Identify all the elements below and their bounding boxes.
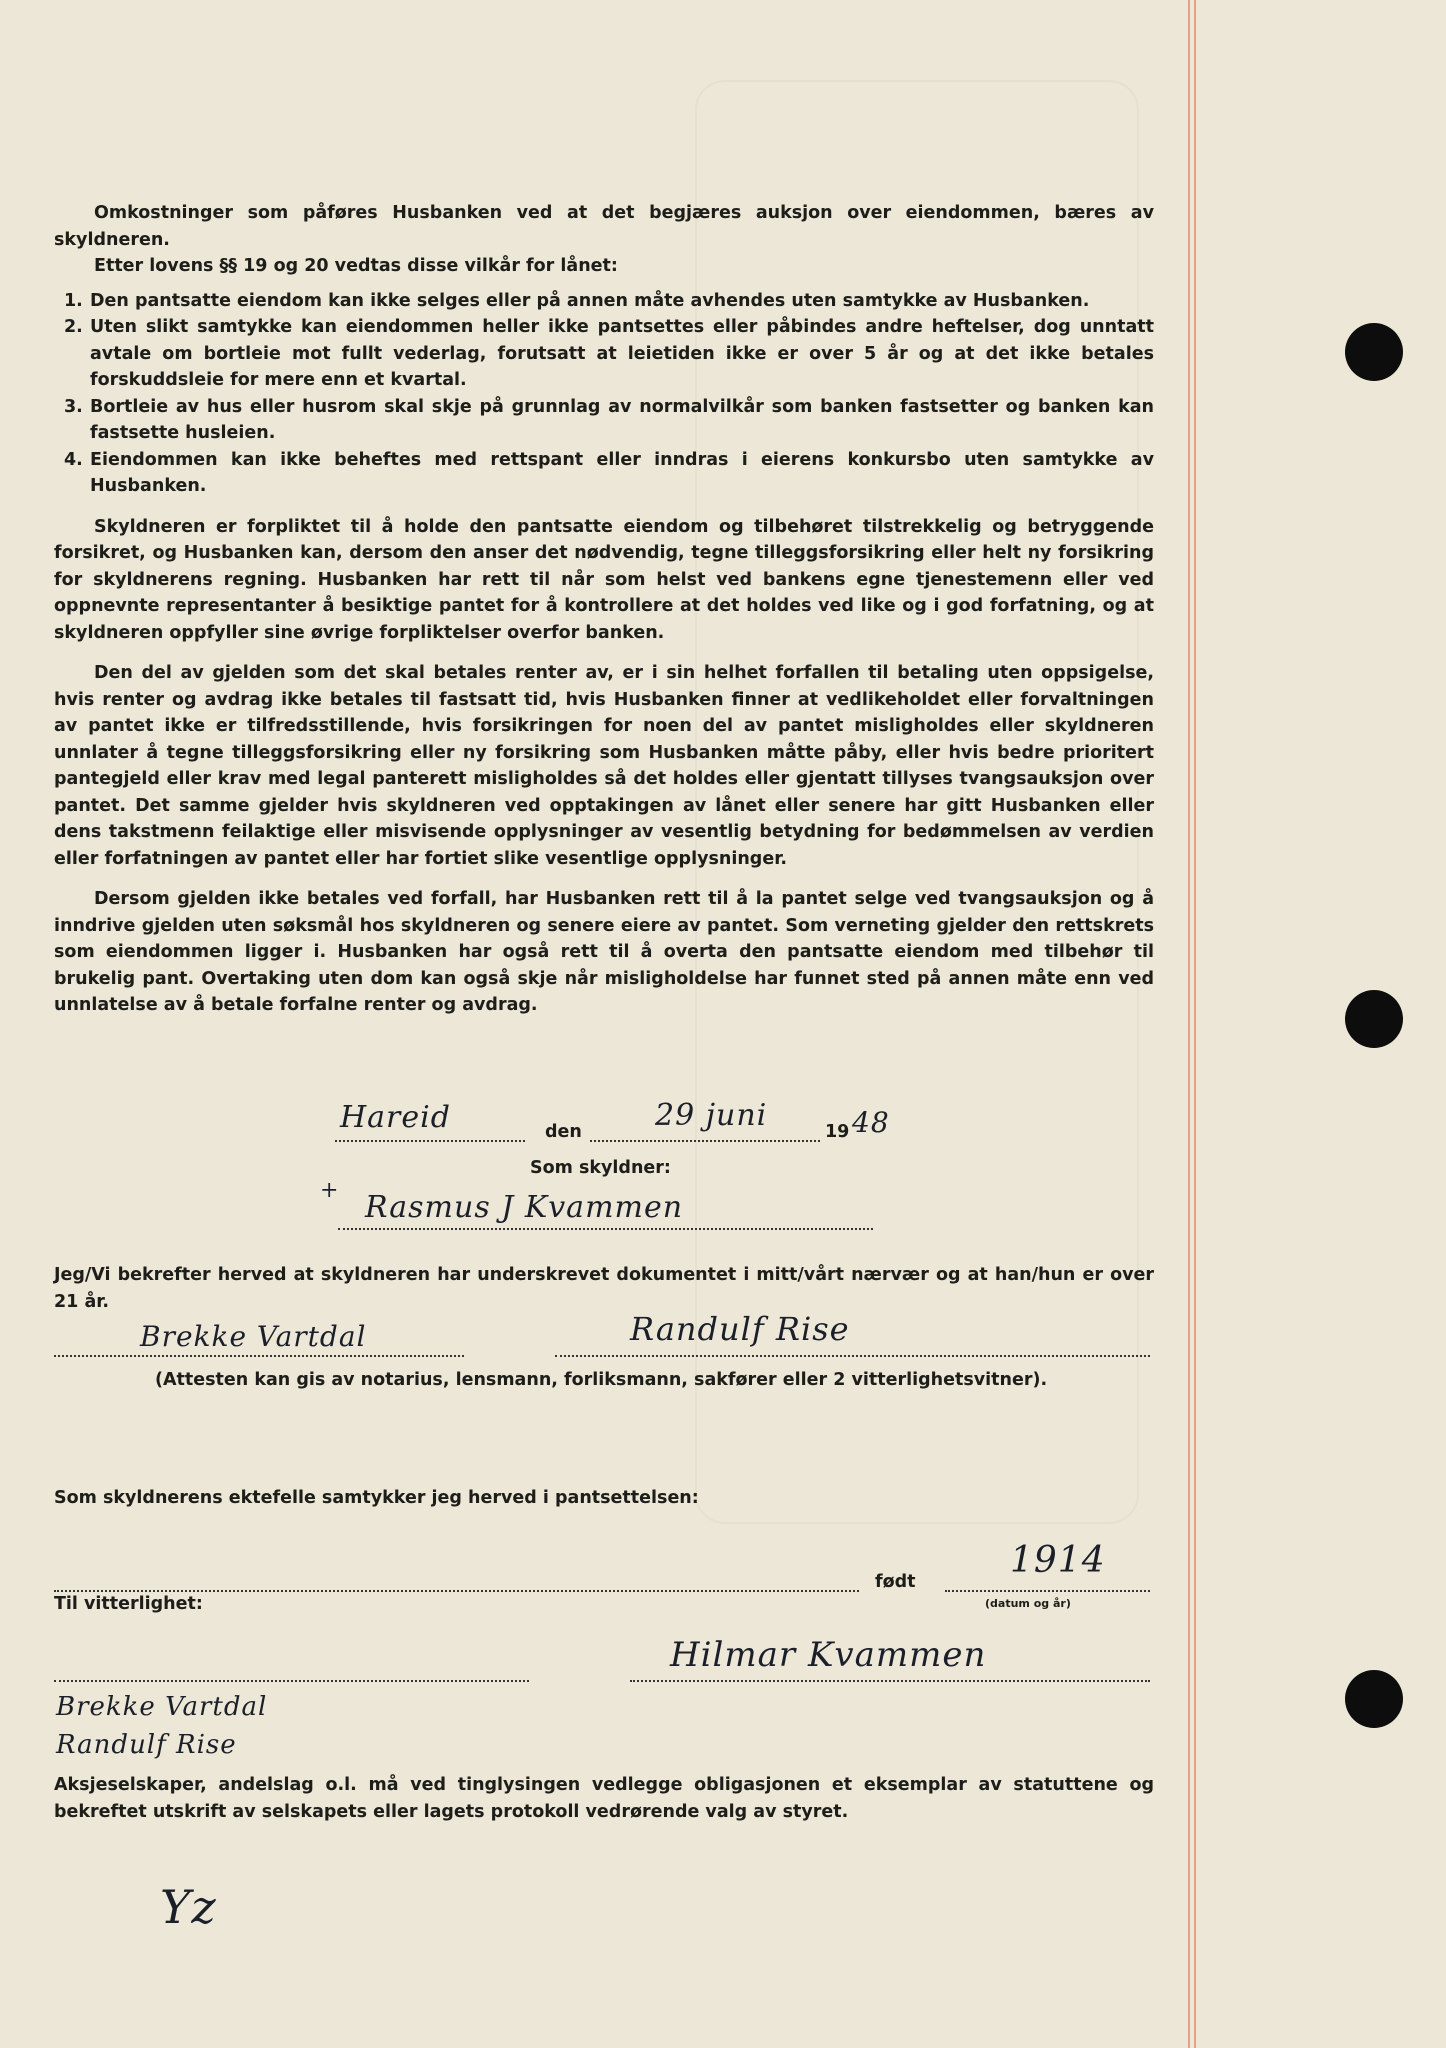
debtor-signature: Rasmus J Kvammen [365,1190,684,1225]
debtor-signature-line [338,1228,873,1230]
spouse-signature: Hilmar Kvammen [670,1635,987,1675]
attest-note: (Attesten kan gis av notarius, lensmann, forliksmann, sakfører eller 2 vitterlighetsvitner). [155,1370,1048,1390]
plus-mark: + [320,1178,340,1203]
conditions-intro: Etter lovens §§ 19 og 20 vedtas disse vilkår for lånet: [94,256,618,276]
binder-hole [1345,1670,1403,1728]
conditions-list [54,288,1154,500]
list-item: 3. Bortleie av hus eller husrom skal skje på grunnlag av normalvilkår som banken fastsetter og banken kan fastsette husleien. [64,396,1154,443]
witness-b1-signature: Brekke Vartdal [56,1692,268,1722]
spouse-signature-line [630,1680,1150,1682]
enforcement-paragraph: Dersom gjelden ikke betales ved forfall, har Husbanken rett til å la pantet selge ved tvangsauksjon og å inndrive gjelden uten søksmål hos skyldneren og senere eiere av pantet. Som verneting gjelder den rettskrets som eiendommen ligger i. Husbanken har også rett til å overta den pantsatte eiendom med tilbehør til brukelig pant. Overtaking uten dom kan også skje når misligholdelse har funnet sted på annen måte enn ved unnlatelse av å betale forfalne renter og avdrag. [54,889,1154,1015]
year-prefix: 19 [825,1122,850,1142]
margin-rule [1188,0,1190,2048]
witness1-signature: Brekke Vartdal [140,1320,367,1353]
list-item: 4. Eiendommen kan ikke beheftes med rettspant eller inndras i eierens konkursbo uten samtykke av Husbanken. [64,449,1154,496]
year-handwriting: 48 [852,1106,890,1139]
born-label: født [875,1572,916,1592]
witness-b2-signature: Randulf Rise [56,1730,237,1760]
place-handwriting: Hareid [340,1100,451,1135]
witness2-signature: Randulf Rise [630,1310,850,1348]
list-item: 1. Den pantsatte eiendom kan ikke selges eller på annen måte avhendes uten samtykke av Husbanken. [64,290,1090,311]
binder-hole [1345,990,1403,1048]
terms-text [54,200,1154,1019]
binder-hole [1345,323,1403,381]
witness-label: Til vitterlighet: [54,1594,203,1614]
default-paragraph: Den del av gjelden som det skal betales renter av, er i sin helhet forfallen til betaling uten oppsigelse, hvis renter og avdrag ikke betales til fastsatt tid, hvis Husbanken finner at vedlikeholdet eller forvaltningen av pantet ikke er tilfredsstillende, hvis forsikringen for noen del av pantet misligholdes eller skyldneren unnlater å tegne tilleggsforsikring eller ny forsikring som Husbanken måtte påby, eller hvis bedre prioritert pantegjeld eller krav med legal panterett misligholdes så det holdes eller gjentatt tillyses tvangsauksjon over pantet. Det samme gjelder hvis skyldneren ved opptakingen av lånet eller senere har gitt Husbanken eller dens takstmenn feilaktige eller misvisende opplysninger av vesentlig betydning for bedømmelsen av verdien eller forfatningen av pantet eller har fortiet slike vesentlige opplysninger. [54,663,1154,869]
birth-year-handwriting: 1914 [1010,1540,1106,1581]
datum-caption: (datum og år) [985,1597,1071,1610]
witness-line-b [54,1680,529,1682]
confirmation-text: Jeg/Vi bekrefter herved at skyldneren har underskrevet dokumentet i mitt/vårt nærvær og at han/hun er over 21 år. [54,1265,1154,1312]
witness-line-2 [555,1355,1150,1357]
spouse-consent-text: Som skyldnerens ektefelle samtykker jeg herved i pantsettelsen: [54,1488,699,1508]
birth-year-line [945,1590,1150,1592]
date-line [590,1140,820,1142]
costs-paragraph: Omkostninger som påføres Husbanken ved at det begjæres auksjon over eiendommen, bæres av skyldneren. [54,203,1154,250]
footer-note: Aksjeselskaper, andelslag o.l. må ved tinglysingen vedlegge obligasjonen et eksemplar av statuttene og bekreftet utskrift av selskapets eller lagets protokoll vedrørende valg av styret. [54,1775,1154,1822]
insurance-paragraph: Skyldneren er forpliktet til å holde den pantsatte eiendom og tilbehøret tilstrekkelig og betryggende forsikret, og Husbanken kan, dersom den anser det nødvendig, tegne tilleggsforsikring eller helt ny forsikring for skyldnerens regning. Husbanken har rett til når som helst ved bankens egne tjenestemenn eller ved oppnevnte representanter å besiktige pantet for å kontrollere at det holdes ved like og i god forfatning, og at skyldneren oppfyller sine øvrige forpliktelser overfor banken. [54,516,1154,643]
margin-rule [1194,0,1196,2048]
spouse-date-line [54,1590,859,1592]
witness-line-1 [54,1355,464,1357]
date-handwriting: 29 juni [655,1098,768,1133]
initials: Yz [160,1880,217,1934]
debtor-label: Som skyldner: [530,1158,671,1178]
den-label: den [545,1122,582,1142]
place-line [335,1140,525,1142]
list-item: 2. Uten slikt samtykke kan eiendommen heller ikke pantsettes eller påbindes andre heftelser, dog unntatt avtale om bortleie mot fullt vederlag, forutsatt at leietiden ikke er over 5 år og at det ikke betales forskuddsleie for mere enn et kvartal. [64,317,1154,390]
